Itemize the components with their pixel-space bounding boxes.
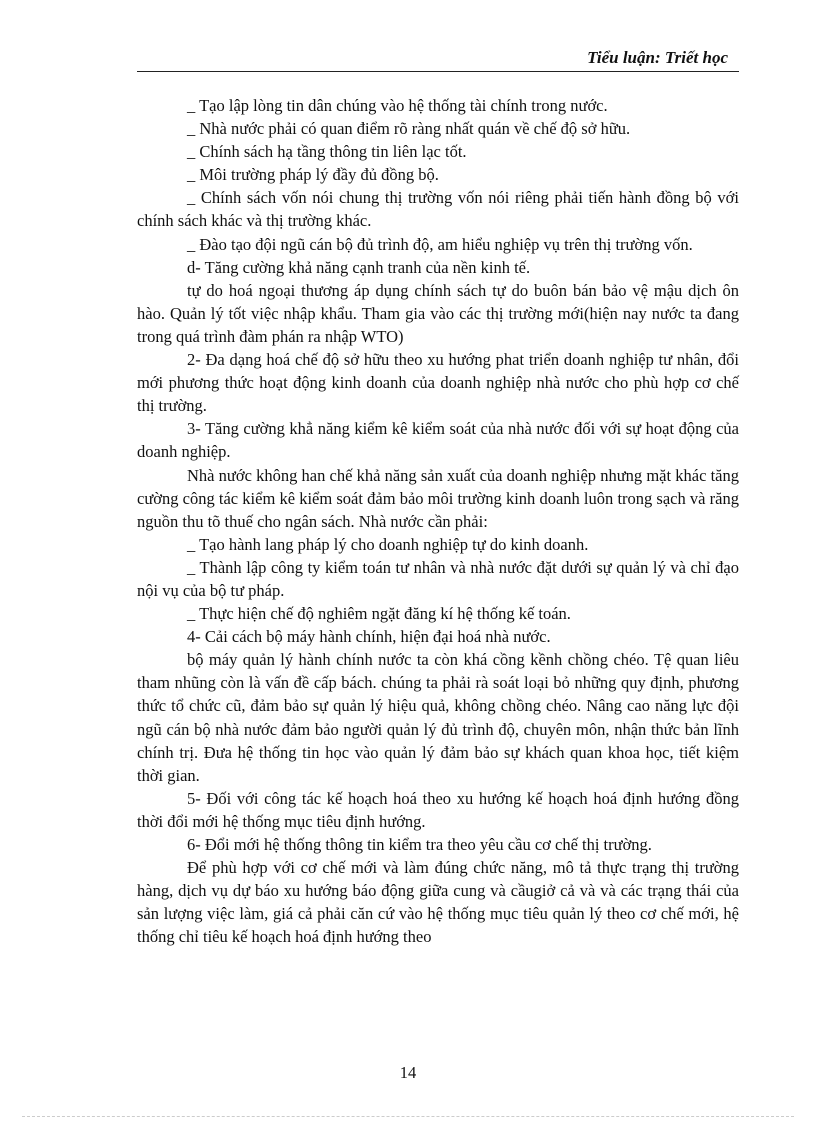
page-number: 14	[399, 1063, 417, 1082]
page-bottom-divider	[22, 1116, 794, 1117]
paragraph: _ Thành lập công ty kiểm toán tư nhân và nhà nước đặt dưới sự quản lý và chỉ đạo nội vụ của bộ tư pháp.	[137, 557, 739, 600]
section-heading: 6- Đổi mới hệ thống thông tin kiểm tra theo yêu cầu cơ chế thị trường.	[187, 835, 652, 854]
section-heading: 2- Đa dạng hoá chế độ sở hữu theo xu hướng phat triển doanh nghiệp tư nhân, đổi mới phương thức hoạt động kinh doanh của doanh nghiệp nhà nước cho phù hợp cơ chế thị trường.	[137, 350, 739, 416]
section-heading: 4- Cải cách bộ máy hành chính, hiện đại hoá nhà nước.	[187, 627, 551, 647]
section-heading: 3- Tăng cường khẳ năng kiểm kê kiểm soát của nhà nước đối với sự hoạt động của doanh nghiệp.	[137, 419, 739, 462]
paragraph: tự do hoá ngoại thương áp dụng chính sách tự do buôn bán bảo vệ mậu dịch ôn hào. Quản lý tốt việc nhập khẩu. Tham gia vào các thị trường mới(hiện nay nước ta đang trong quá trình đàm phán ra nhập WTO)	[137, 280, 739, 346]
paragraph: Để phù hợp với cơ chế mới và làm đúng chức năng, mô tả thực trạng thị trường hàng, dịch vụ dự báo xu hướng báo động giữa cung và cầugiở cả và và các trạng thái của sản lượng việc làm, giá cả phải căn cứ vào hệ thống mục tiêu quản lý theo cơ chế mới, hệ thống chỉ tiêu kế hoạch hoá định hướng theo	[137, 858, 739, 947]
paragraph: Nhà nước không han chế khả năng sản xuất của doanh nghiệp nhưng mặt khác tăng cường công tác kiểm kê kiểm soát đảm bảo môi trường kinh doanh luôn trong sạch và răng nguồn thu tõ thuế cho ngân sách. Nhà nước cần phải:	[137, 465, 739, 531]
section-heading: 5- Đối với công tác kế hoạch hoá theo xu hướng kế hoạch hoá định hướng đồng thời đổi mới hệ thống mục tiêu định hướng.	[137, 788, 739, 831]
header-divider	[137, 71, 739, 72]
paragraph: _ Tạo lập lòng tin dân chúng vào hệ thống tài chính trong nước.	[187, 96, 608, 115]
paragraph: _ Chính sách vốn nói chung thị trường vốn nói riêng phải tiến hành đồng bộ với chính sách khác và thị trường khác.	[137, 188, 739, 231]
running-header-title: Tiểu luận: Triết học	[587, 48, 728, 67]
paragraph: _ Tạo hành lang pháp lý cho doanh nghiệp tự do kinh doanh.	[187, 534, 589, 554]
paragraph: _ Nhà nước phải có quan điểm rõ ràng nhất quán về chế độ sở hữu.	[187, 119, 631, 139]
paragraph: bộ máy quản lý hành chính nước ta còn khá cồng kềnh chồng chéo. Tệ quan liêu tham nhũng còn là vấn đề cấp bách. chúng ta phải rà soát loại bỏ những quy định, phương thức tổ chức cũ, đảm bảo sự quản lý hiệu quả, không chồng chéo. Nâng cao năng lực đội ngũ cán bộ nhà nước đảm bảo người quản lý đủ trình độ, chuyên môn, nhận thức bản lĩnh chính trị. Đưa hệ thống tin học vào quản lý đảm bảo sự khách quan khoa học, tiết kiệm thời gian.	[137, 650, 739, 785]
body-text	[137, 94, 739, 948]
paragraph: _ Đào tạo đội ngũ cán bộ đủ trình độ, am hiểu nghiệp vụ trên thị trường vốn.	[187, 234, 693, 254]
paragraph: _ Thực hiện chế độ nghiêm ngặt đăng kí hệ thống kế toán.	[187, 604, 571, 624]
section-heading: d- Tăng cường khả năng cạnh tranh của nền kinh tế.	[187, 257, 531, 277]
paragraph: _ Chính sách hạ tầng thông tin liên lạc tốt.	[187, 142, 467, 162]
paragraph: _ Môi trường pháp lý đầy đủ đồng bộ.	[187, 165, 439, 185]
